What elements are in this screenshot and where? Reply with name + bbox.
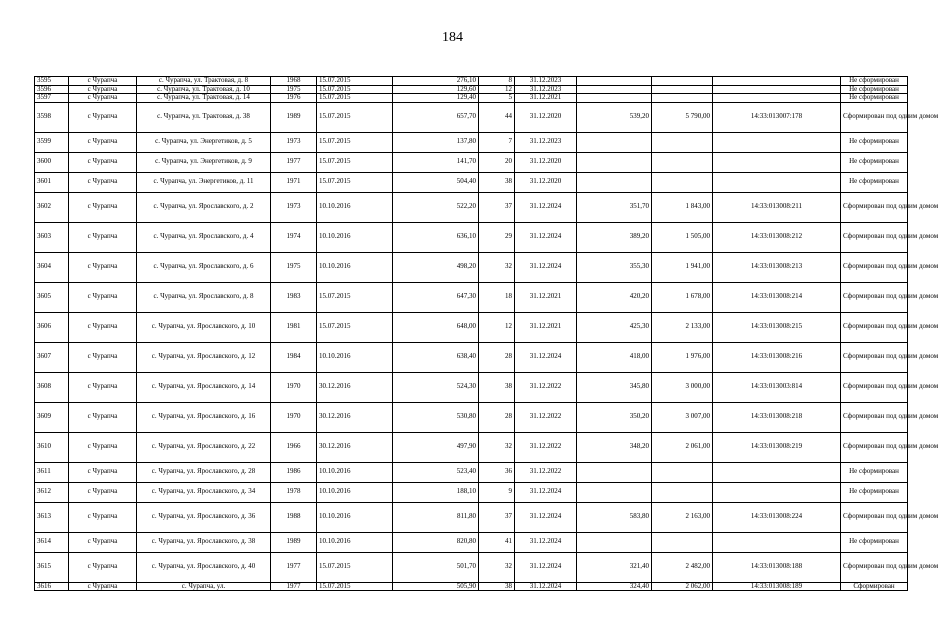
residents-cell: 38 [479,172,515,192]
deadline-date-cell: 31.12.2021 [515,282,577,312]
date-cell: 15.07.2015 [317,94,393,103]
area-cell: 501,70 [393,552,479,582]
settlement-cell: с Чурапча [69,312,137,342]
area-cell: 188,10 [393,482,479,502]
area-cell: 504,40 [393,172,479,192]
address-cell: с. Чурапча, ул. Ярославского, д. 40 [137,552,271,582]
residents-cell: 36 [479,462,515,482]
deadline-date-cell: 31.12.2024 [515,532,577,552]
residents-cell: 38 [479,582,515,591]
cadastral-number-cell: 14:33:013008:211 [713,192,841,222]
settlement-cell: с Чурапча [69,102,137,132]
date-cell: 10.10.2016 [317,252,393,282]
deadline-date-cell: 31.12.2022 [515,432,577,462]
address-cell: с. Чурапча, ул. Ярославского, д. 2 [137,192,271,222]
cadastral-number-cell [713,532,841,552]
record-number-cell: 3615 [35,552,69,582]
table-row [35,132,908,152]
deadline-date-cell: 31.12.2020 [515,102,577,132]
cost-cell: 2 061,00 [652,432,713,462]
deadline-date-cell: 31.12.2024 [515,252,577,282]
table-row [35,192,908,222]
land-area-cell: 324,40 [577,582,652,591]
date-cell: 10.10.2016 [317,482,393,502]
cost-cell: 2 133,00 [652,312,713,342]
land-status-cell: Не сформирован [841,77,908,86]
build-year-cell: 1975 [271,85,317,94]
record-number-cell: 3608 [35,372,69,402]
deadline-date-cell: 31.12.2023 [515,132,577,152]
cadastral-number-cell [713,152,841,172]
address-cell: с. Чурапча, ул. Ярославского, д. 8 [137,282,271,312]
build-year-cell: 1988 [271,502,317,532]
settlement-cell: с Чурапча [69,502,137,532]
residents-cell: 38 [479,372,515,402]
cost-cell: 1 941,00 [652,252,713,282]
land-area-cell [577,77,652,86]
deadline-date-cell: 31.12.2021 [515,312,577,342]
table-row [35,252,908,282]
cost-cell: 1 843,00 [652,192,713,222]
table-row [35,552,908,582]
cost-cell: 1 678,00 [652,282,713,312]
record-number-cell: 3614 [35,532,69,552]
cadastral-number-cell [713,172,841,192]
area-cell: 498,20 [393,252,479,282]
address-cell: с. Чурапча, ул. Ярославского, д. 6 [137,252,271,282]
land-status-cell: Сформирован под одним домом [841,102,908,132]
date-cell: 15.07.2015 [317,172,393,192]
date-cell: 15.07.2015 [317,102,393,132]
land-area-cell: 425,30 [577,312,652,342]
cadastral-number-cell [713,462,841,482]
address-cell: с. Чурапча, ул. Ярославского, д. 38 [137,532,271,552]
address-cell: с. Чурапча, ул. [137,582,271,591]
area-cell: 276,10 [393,77,479,86]
record-number-cell: 3598 [35,102,69,132]
area-cell: 129,40 [393,94,479,103]
address-cell: с. Чурапча, ул. Ярославского, д. 12 [137,342,271,372]
residents-cell: 41 [479,532,515,552]
table-body [35,76,938,591]
table-row [35,312,908,342]
record-number-cell: 3609 [35,402,69,432]
land-area-cell: 420,20 [577,282,652,312]
address-cell: с. Чурапча, ул. Трактовая, д. 8 [137,77,271,86]
date-cell: 10.10.2016 [317,462,393,482]
page-number: 184 [442,30,463,45]
land-area-cell: 345,80 [577,372,652,402]
residents-cell: 12 [479,85,515,94]
residents-cell: 28 [479,402,515,432]
cost-cell [652,85,713,94]
cost-cell [652,482,713,502]
cost-cell [652,152,713,172]
land-status-cell: Не сформирован [841,152,908,172]
land-status-cell: Сформирован под одним домом [841,402,908,432]
land-status-cell: Не сформирован [841,94,908,103]
land-area-cell [577,532,652,552]
build-year-cell: 1970 [271,402,317,432]
land-status-cell: Сформирован под одним домом [841,372,908,402]
cost-cell [652,532,713,552]
area-cell: 141,70 [393,152,479,172]
deadline-date-cell: 31.12.2022 [515,402,577,432]
record-number-cell: 3605 [35,282,69,312]
land-area-cell: 583,80 [577,502,652,532]
cadastral-number-cell: 14:33:013008:188 [713,552,841,582]
record-number-cell: 3600 [35,152,69,172]
settlement-cell: с Чурапча [69,342,137,372]
residents-cell: 8 [479,77,515,86]
address-cell: с. Чурапча, ул. Ярославского, д. 16 [137,402,271,432]
date-cell: 15.07.2015 [317,77,393,86]
cost-cell [652,77,713,86]
address-cell: с. Чурапча, ул. Ярославского, д. 4 [137,222,271,252]
deadline-date-cell: 31.12.2022 [515,462,577,482]
land-area-cell [577,482,652,502]
cadastral-number-cell: 14:33:013008:212 [713,222,841,252]
date-cell: 15.07.2015 [317,152,393,172]
cost-cell: 2 163,00 [652,502,713,532]
cadastral-number-cell: 14:33:013008:216 [713,342,841,372]
residents-cell: 32 [479,432,515,462]
deadline-date-cell: 31.12.2024 [515,552,577,582]
land-area-cell: 321,40 [577,552,652,582]
settlement-cell: с Чурапча [69,372,137,402]
area-cell: 522,20 [393,192,479,222]
record-number-cell: 3601 [35,172,69,192]
land-status-cell: Не сформирован [841,462,908,482]
build-year-cell: 1977 [271,582,317,591]
area-cell: 137,80 [393,132,479,152]
residents-cell: 37 [479,502,515,532]
land-area-cell: 418,00 [577,342,652,372]
land-status-cell: Сформирован под одним домом [841,252,908,282]
cost-cell [652,172,713,192]
area-cell: 648,00 [393,312,479,342]
settlement-cell: с Чурапча [69,532,137,552]
cadastral-number-cell: 14:33:013008:219 [713,432,841,462]
land-area-cell [577,94,652,103]
cadastral-number-cell: 14:33:013003:814 [713,372,841,402]
settlement-cell: с Чурапча [69,85,137,94]
land-status-cell: Сформирован под одним домом [841,312,908,342]
area-cell: 647,30 [393,282,479,312]
record-number-cell: 3612 [35,482,69,502]
cadastral-number-cell [713,482,841,502]
date-cell: 15.07.2015 [317,282,393,312]
deadline-date-cell: 31.12.2023 [515,85,577,94]
cadastral-number-cell: 14:33:013008:213 [713,252,841,282]
land-status-cell: Не сформирован [841,85,908,94]
date-cell: 30.12.2016 [317,432,393,462]
residents-cell: 7 [479,132,515,152]
land-status-cell: Сформирован под одним домом [841,222,908,252]
record-number-cell: 3611 [35,462,69,482]
deadline-date-cell: 31.12.2021 [515,94,577,103]
area-cell: 505,90 [393,582,479,591]
residents-cell: 18 [479,282,515,312]
area-cell: 129,60 [393,85,479,94]
deadline-date-cell: 31.12.2022 [515,372,577,402]
settlement-cell: с Чурапча [69,94,137,103]
residents-cell: 32 [479,552,515,582]
cost-cell: 3 007,00 [652,402,713,432]
address-cell: с. Чурапча, ул. Ярославского, д. 10 [137,312,271,342]
table-row [35,432,908,462]
build-year-cell: 1973 [271,192,317,222]
area-cell: 811,80 [393,502,479,532]
residents-cell: 9 [479,482,515,502]
area-cell: 820,80 [393,532,479,552]
land-status-cell: Сформирован под одним домом [841,552,908,582]
date-cell: 15.07.2015 [317,132,393,152]
table-row [35,482,908,502]
residents-cell: 20 [479,152,515,172]
address-cell: с. Чурапча, ул. Трактовая, д. 14 [137,94,271,103]
residents-cell: 32 [479,252,515,282]
date-cell: 15.07.2015 [317,312,393,342]
cost-cell: 1 976,00 [652,342,713,372]
build-year-cell: 1975 [271,252,317,282]
deadline-date-cell: 31.12.2020 [515,172,577,192]
table-row [35,502,908,532]
build-year-cell: 1981 [271,312,317,342]
settlement-cell: с Чурапча [69,432,137,462]
housing-register-table [34,76,938,591]
cadastral-number-cell [713,85,841,94]
settlement-cell: с Чурапча [69,482,137,502]
address-cell: с. Чурапча, ул. Ярославского, д. 22 [137,432,271,462]
residents-cell: 28 [479,342,515,372]
address-cell: с. Чурапча, ул. Ярославского, д. 34 [137,482,271,502]
land-area-cell: 348,20 [577,432,652,462]
cost-cell [652,94,713,103]
table-row [35,152,908,172]
address-cell: с. Чурапча, ул. Трактовая, д. 38 [137,102,271,132]
record-number-cell: 3599 [35,132,69,152]
land-status-cell: Сформирован под одним домом [841,282,908,312]
record-number-cell: 3616 [35,582,69,591]
date-cell: 10.10.2016 [317,192,393,222]
land-status-cell: Сформирован под одним домом [841,342,908,372]
cost-cell: 2 062,00 [652,582,713,591]
build-year-cell: 1970 [271,372,317,402]
deadline-date-cell: 31.12.2024 [515,342,577,372]
address-cell: с. Чурапча, ул. Энергетиков, д. 9 [137,152,271,172]
land-status-cell: Сформирован под одним домом [841,432,908,462]
settlement-cell: с Чурапча [69,222,137,252]
land-area-cell [577,132,652,152]
build-year-cell: 1973 [271,132,317,152]
settlement-cell: с Чурапча [69,132,137,152]
settlement-cell: с Чурапча [69,552,137,582]
land-status-cell: Не сформирован [841,132,908,152]
deadline-date-cell: 31.12.2020 [515,152,577,172]
date-cell: 10.10.2016 [317,502,393,532]
settlement-cell: с Чурапча [69,152,137,172]
deadline-date-cell: 31.12.2024 [515,482,577,502]
record-number-cell: 3596 [35,85,69,94]
record-number-cell: 3602 [35,192,69,222]
build-year-cell: 1971 [271,172,317,192]
settlement-cell: с Чурапча [69,462,137,482]
cadastral-number-cell: 14:33:013008:215 [713,312,841,342]
settlement-cell: с Чурапча [69,402,137,432]
land-area-cell: 389,20 [577,222,652,252]
cost-cell: 2 482,00 [652,552,713,582]
cost-cell: 3 000,00 [652,372,713,402]
cadastral-number-cell: 14:33:013008:214 [713,282,841,312]
address-cell: с. Чурапча, ул. Трактовая, д. 10 [137,85,271,94]
cost-cell [652,132,713,152]
land-area-cell [577,172,652,192]
cadastral-number-cell [713,132,841,152]
cadastral-number-cell [713,94,841,103]
land-status-cell: Сформирован под одним домом [841,192,908,222]
record-number-cell: 3604 [35,252,69,282]
address-cell: с. Чурапча, ул. Ярославского, д. 28 [137,462,271,482]
deadline-date-cell: 31.12.2024 [515,222,577,252]
build-year-cell: 1977 [271,152,317,172]
record-number-cell: 3606 [35,312,69,342]
table-row [35,282,908,312]
build-year-cell: 1977 [271,552,317,582]
settlement-cell: с Чурапча [69,282,137,312]
land-status-cell: Не сформирован [841,532,908,552]
cadastral-number-cell: 14:33:013008:189 [713,582,841,591]
build-year-cell: 1989 [271,102,317,132]
date-cell: 30.12.2016 [317,402,393,432]
date-cell: 30.12.2016 [317,372,393,402]
land-area-cell: 539,20 [577,102,652,132]
residents-cell: 29 [479,222,515,252]
record-number-cell: 3607 [35,342,69,372]
residents-cell: 12 [479,312,515,342]
settlement-cell: с Чурапча [69,192,137,222]
build-year-cell: 1976 [271,94,317,103]
build-year-cell: 1984 [271,342,317,372]
land-area-cell [577,462,652,482]
table-row [35,342,908,372]
residents-cell: 37 [479,192,515,222]
settlement-cell: с Чурапча [69,252,137,282]
table-row [35,462,908,482]
table-row [35,372,908,402]
table-row [35,77,908,86]
cost-cell: 5 790,00 [652,102,713,132]
land-area-cell [577,85,652,94]
land-area-cell: 351,70 [577,192,652,222]
deadline-date-cell: 31.12.2024 [515,192,577,222]
build-year-cell: 1974 [271,222,317,252]
settlement-cell: с Чурапча [69,582,137,591]
area-cell: 636,10 [393,222,479,252]
build-year-cell: 1983 [271,282,317,312]
deadline-date-cell: 31.12.2024 [515,582,577,591]
table-row [35,94,908,103]
table-row [35,402,908,432]
cadastral-number-cell: 14:33:013008:224 [713,502,841,532]
cost-cell [652,462,713,482]
area-cell: 524,30 [393,372,479,402]
date-cell: 15.07.2015 [317,582,393,591]
deadline-date-cell: 31.12.2023 [515,77,577,86]
date-cell: 10.10.2016 [317,342,393,372]
record-number-cell: 3595 [35,77,69,86]
area-cell: 638,40 [393,342,479,372]
record-number-cell: 3613 [35,502,69,532]
address-cell: с. Чурапча, ул. Энергетиков, д. 11 [137,172,271,192]
land-area-cell: 350,20 [577,402,652,432]
area-cell: 523,40 [393,462,479,482]
record-number-cell: 3603 [35,222,69,252]
date-cell: 10.10.2016 [317,222,393,252]
address-cell: с. Чурапча, ул. Ярославского, д. 36 [137,502,271,532]
table-row [35,222,908,252]
land-status-cell: Сформирован [841,582,908,591]
table-row [35,532,908,552]
table-row [35,102,908,132]
area-cell: 530,80 [393,402,479,432]
address-cell: с. Чурапча, ул. Энергетиков, д. 5 [137,132,271,152]
cadastral-number-cell: 14:33:013007:178 [713,102,841,132]
build-year-cell: 1968 [271,77,317,86]
build-year-cell: 1978 [271,482,317,502]
land-area-cell: 355,30 [577,252,652,282]
land-status-cell: Сформирован под одним домом [841,502,908,532]
build-year-cell: 1986 [271,462,317,482]
build-year-cell: 1966 [271,432,317,462]
table-row [35,172,908,192]
cadastral-number-cell: 14:33:013008:218 [713,402,841,432]
record-number-cell: 3610 [35,432,69,462]
address-cell: с. Чурапча, ул. Ярославского, д. 14 [137,372,271,402]
date-cell: 15.07.2015 [317,552,393,582]
land-area-cell [577,152,652,172]
table-row [35,582,908,591]
build-year-cell: 1989 [271,532,317,552]
area-cell: 657,70 [393,102,479,132]
residents-cell: 5 [479,94,515,103]
cadastral-number-cell [713,77,841,86]
date-cell: 15.07.2015 [317,85,393,94]
record-number-cell: 3597 [35,94,69,103]
land-status-cell: Не сформирован [841,482,908,502]
land-status-cell: Не сформирован [841,172,908,192]
settlement-cell: с Чурапча [69,77,137,86]
area-cell: 497,90 [393,432,479,462]
date-cell: 10.10.2016 [317,532,393,552]
residents-cell: 44 [479,102,515,132]
cost-cell: 1 505,00 [652,222,713,252]
settlement-cell: с Чурапча [69,172,137,192]
deadline-date-cell: 31.12.2024 [515,502,577,532]
